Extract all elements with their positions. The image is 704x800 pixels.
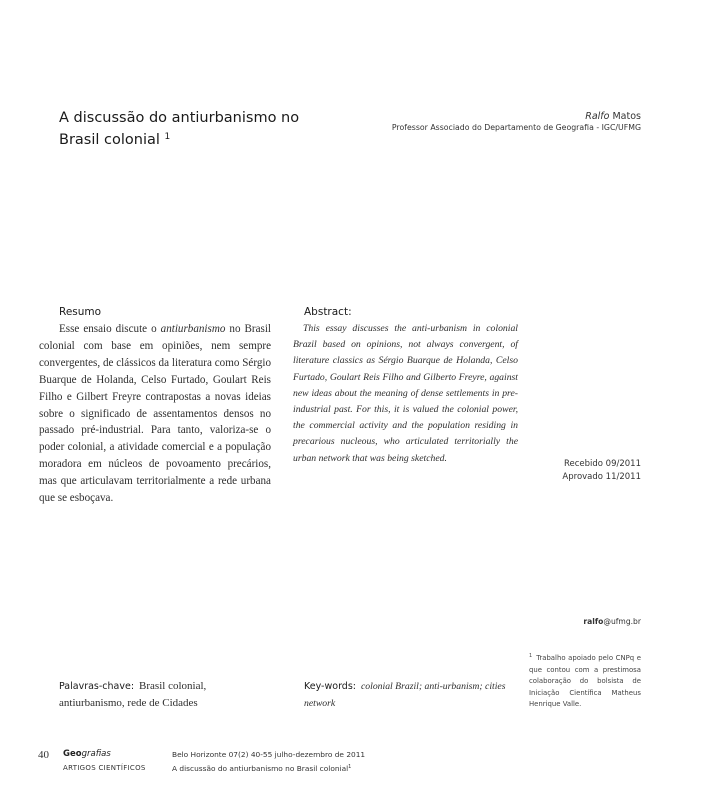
title-footnote-mark: 1	[164, 132, 171, 142]
footnote-mark: 1	[529, 653, 533, 659]
keywords-en-label: Key-words:	[304, 681, 356, 692]
keywords-en	[304, 678, 519, 712]
footnote	[529, 651, 641, 711]
abstract-paragraph: This essay discusses the anti-urbanism in colonial Brazil based on opinions, not always convergent, of literature classics as Sérgio Buarque de Holanda, Celso Furtado, Goulart Reis Filho and Gilberto Freyre, against new ideas about the meaning of dense settlements in pre-industrial past. For this, it is valued the colonial power, the commercial activity and the population residing in precarious nucleous, who articulated territorially the urban network that was being sketched.	[293, 323, 518, 464]
resumo-body	[39, 321, 271, 507]
abstract-heading: Abstract:	[304, 306, 352, 318]
resumo-heading: Resumo	[59, 306, 102, 318]
issue-citation: Belo Horizonte 07(2) 40-55 julho-dezembro de 2011	[172, 750, 366, 759]
journal-name	[63, 749, 111, 759]
resumo-text-rest: no Brasil colonial com base em opiniões, nem sempre convergentes, de clássicos da literatura como Sérgio Buarque de Holanda, Celso Furtado, Goulart Reis Filho e Gilbert Freyre contrapostas a novas ideias sobre o significado de assentamentos densos no passado pré-industrial. Para tanto, valoriza-se o poder colonial, a atividade comercial e a população moradora em núcleos de povoamento precários, mas que articulavam territorialmente a rede urbana que se esboçava.	[39, 323, 272, 505]
keywords-en-text: colonial Brazil; anti-urbanism; cities network	[304, 681, 506, 709]
resumo-paragraph	[39, 321, 271, 507]
author-block	[392, 111, 641, 132]
keywords-pt-text: Brasil colonial, antiurbanismo, rede de Cidades	[59, 680, 207, 709]
email-domain: @ufmg.br	[603, 617, 641, 626]
resumo-text-start: Esse ensaio discute o	[59, 323, 161, 335]
abstract-body	[293, 321, 518, 467]
section-label: ARTIGOS CIENTÍFICOS	[63, 764, 146, 772]
author-first-name: Ralfo	[585, 111, 610, 122]
keywords-pt	[59, 678, 274, 712]
received-date: Recebido 09/2011	[563, 459, 641, 469]
resumo-text-italic: antiurbanismo	[160, 323, 226, 335]
article-title	[59, 109, 329, 150]
author-affiliation: Professor Associado do Departamento de Geografia - IGC/UFMG	[391, 123, 641, 132]
author-surname: Matos	[612, 111, 641, 122]
email-user: ralfo	[583, 617, 604, 626]
footnote-text: Trabalho apoiado pelo CNPq e que contou com a prestimosa colaboração do bolsista de Iniciação Científica Matheus Henrique Valle.	[529, 654, 641, 708]
submission-dates	[562, 458, 641, 483]
running-title-mark: 1	[348, 764, 352, 770]
running-title	[172, 764, 351, 773]
author-name	[392, 111, 641, 122]
journal-name-bold: Geo	[63, 749, 82, 759]
journal-name-italic: grafias	[81, 749, 111, 759]
approved-date: Aprovado 11/2011	[562, 471, 641, 482]
author-email[interactable]	[583, 617, 641, 626]
running-title-text: A discussão do antiurbanismo no Brasil colonial	[172, 764, 349, 773]
page-number: 40	[38, 749, 49, 761]
article-title-text: A discussão do antiurbanismo no Brasil colonial	[59, 110, 300, 148]
keywords-pt-label: Palavras-chave:	[59, 681, 135, 692]
